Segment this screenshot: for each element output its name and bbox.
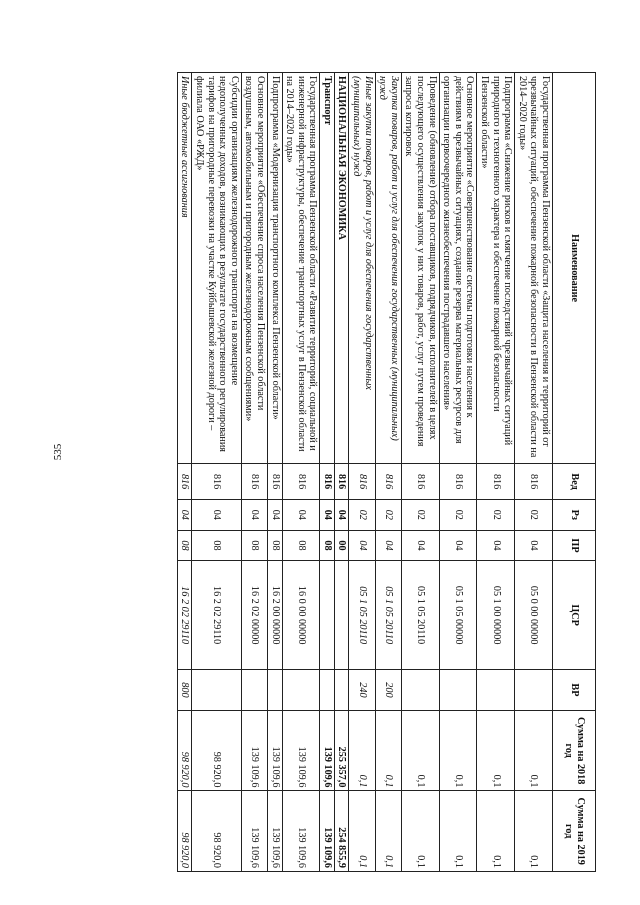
cell-csr: 16 2 02 29110	[192, 561, 241, 670]
cell-sum-2018: 0,1	[515, 710, 553, 791]
cell-name: НАЦИОНАЛЬНАЯ ЭКОНОМИКА	[334, 73, 349, 464]
cell-csr: 05 1 05 20110	[375, 561, 401, 670]
cell-name: Основное мероприятие «Совершенствование системы подготовки населения к действиям в чрезвычайных ситуациях, создание резерва материальных ресурсов для организации первоочередного жизнеобеспечения пострадавшего населения»	[439, 73, 477, 464]
table-row	[477, 73, 515, 872]
cell-vr	[401, 669, 439, 710]
table-row	[349, 73, 375, 872]
cell-sum-2018: 139 109,6	[320, 710, 335, 791]
cell-sum-2019: 0,1	[515, 791, 553, 872]
cell-sum-2018: 0,1	[375, 710, 401, 791]
cell-pr: 08	[192, 530, 241, 561]
cell-csr: 05 1 05 00000	[439, 561, 477, 670]
cell-rz: 02	[439, 499, 477, 530]
cell-sum-2019: 139 109,6	[267, 791, 282, 872]
cell-sum-2018: 0,1	[401, 710, 439, 791]
cell-name: Основное мероприятие «Обеспечение спроса населения Пензенской области воздушным, автомобильным и пригородным железнодорожным сообщениями»	[241, 73, 267, 464]
cell-sum-2019: 139 109,6	[282, 791, 320, 872]
cell-rz: 04	[192, 499, 241, 530]
cell-pr: 04	[401, 530, 439, 561]
table-body	[177, 73, 552, 872]
table-row	[282, 73, 320, 872]
cell-sum-2019: 139 109,6	[241, 791, 267, 872]
table-row	[334, 73, 349, 872]
cell-sum-2018: 0,1	[439, 710, 477, 791]
cell-pr: 08	[320, 530, 335, 561]
cell-pr: 08	[282, 530, 320, 561]
cell-name: Иные закупки товаров, работ и услуг для обеспечения государственных (муниципальных) нужд	[349, 73, 375, 464]
table-row	[177, 73, 192, 872]
cell-sum-2019: 139 109,6	[320, 791, 335, 872]
cell-pr: 08	[241, 530, 267, 561]
cell-vr: 800	[177, 669, 192, 710]
cell-name: Транспорт	[320, 73, 335, 464]
cell-csr: 05 0 00 00000	[515, 561, 553, 670]
cell-sum-2019: 0,1	[401, 791, 439, 872]
table-row	[320, 73, 335, 872]
cell-csr: 05 1 00 00000	[477, 561, 515, 670]
header-pr: ПР	[553, 530, 596, 561]
cell-vr	[439, 669, 477, 710]
header-csr: ЦСР	[553, 561, 596, 670]
cell-rz: 04	[282, 499, 320, 530]
cell-sum-2018: 0,1	[477, 710, 515, 791]
cell-ved: 816	[320, 464, 335, 500]
cell-name: Подпрограмма «Снижение рисков и смягчение последствий чрезвычайных ситуаций природного и техногенного характера и обеспечение пожарной безопасности Пензенской области»	[477, 73, 515, 464]
cell-rz: 02	[349, 499, 375, 530]
cell-vr: 200	[375, 669, 401, 710]
cell-sum-2018: 139 109,6	[267, 710, 282, 791]
cell-vr	[282, 669, 320, 710]
cell-sum-2019: 98 920,0	[192, 791, 241, 872]
cell-pr: 08	[267, 530, 282, 561]
cell-sum-2019: 0,1	[375, 791, 401, 872]
cell-ved: 816	[241, 464, 267, 500]
header-row	[553, 73, 596, 872]
cell-sum-2019: 0,1	[349, 791, 375, 872]
cell-ved: 816	[349, 464, 375, 500]
cell-pr: 08	[177, 530, 192, 561]
cell-name: Субсидии организациям железнодорожного транспорта на возмещение недополученных доходов, возникающих в результате государственного регулирования тарифов на пригородные перевозки на участке Куйбышевской железной дороги – филиала ОАО «РЖД»	[192, 73, 241, 464]
cell-sum-2018: 98 920,0	[192, 710, 241, 791]
cell-ved: 816	[267, 464, 282, 500]
cell-sum-2019: 0,1	[439, 791, 477, 872]
cell-rz: 02	[401, 499, 439, 530]
cell-csr	[320, 561, 335, 670]
header-sum-2018: Сумма на 2018 год	[553, 710, 596, 791]
cell-sum-2019: 0,1	[477, 791, 515, 872]
cell-vr	[241, 669, 267, 710]
cell-vr	[320, 669, 335, 710]
cell-rz: 04	[334, 499, 349, 530]
cell-pr: 04	[349, 530, 375, 561]
cell-name: Подпрограмма «Модернизация транспортного комплекса Пензенской области»	[267, 73, 282, 464]
table-row	[515, 73, 553, 872]
cell-rz: 04	[267, 499, 282, 530]
cell-pr: 04	[515, 530, 553, 561]
cell-pr: 04	[477, 530, 515, 561]
cell-sum-2018: 139 109,6	[241, 710, 267, 791]
page-number: 535	[52, 443, 64, 461]
cell-sum-2018: 139 109,6	[282, 710, 320, 791]
cell-name: Проведение (обновление) отбора поставщиков, подрядчиков, исполнителей в целях последующего осуществления закупок у них товаров, работ, услуг путем проведения запроса котировок	[401, 73, 439, 464]
cell-name: Закупка товаров, работ и услуг для обеспечения государственных (муниципальных) нужд	[375, 73, 401, 464]
cell-sum-2018: 98 920,0	[177, 710, 192, 791]
cell-sum-2019: 254 855,9	[334, 791, 349, 872]
cell-name: Государственная программа Пензенской области «Развитие территорий, социальной и инженерной инфраструктуры, обеспечение транспортных услуг в Пензенской области на 2014–2020 годы»	[282, 73, 320, 464]
cell-name: Государственная программа Пензенской области «Защита населения и территорий от чрезвычайных ситуаций, обеспечение пожарной безопасности в Пензенской области на 2014–2020 годы»	[515, 73, 553, 464]
cell-csr: 16 0 00 00000	[282, 561, 320, 670]
cell-vr: 240	[349, 669, 375, 710]
cell-ved: 816	[401, 464, 439, 500]
cell-csr: 16 2 00 00000	[267, 561, 282, 670]
table-row	[375, 73, 401, 872]
budget-table-rotated	[66, 72, 596, 872]
cell-rz: 04	[320, 499, 335, 530]
cell-pr: 00	[334, 530, 349, 561]
cell-pr: 04	[439, 530, 477, 561]
table-row	[439, 73, 477, 872]
header-sum-2019: Сумма на 2019 год	[553, 791, 596, 872]
cell-vr	[192, 669, 241, 710]
cell-rz: 02	[375, 499, 401, 530]
cell-ved: 816	[282, 464, 320, 500]
cell-name: Иные бюджетные ассигнования	[177, 73, 192, 464]
header-name: Наименование	[553, 73, 596, 464]
table-row	[192, 73, 241, 872]
cell-vr	[267, 669, 282, 710]
cell-rz: 02	[515, 499, 553, 530]
cell-rz: 04	[241, 499, 267, 530]
cell-csr: 16 2 02 29110	[177, 561, 192, 670]
cell-ved: 816	[192, 464, 241, 500]
cell-csr	[334, 561, 349, 670]
header-ved: Вед	[553, 464, 596, 500]
header-vr: ВР	[553, 669, 596, 710]
cell-pr: 04	[375, 530, 401, 561]
cell-sum-2019: 98 920,0	[177, 791, 192, 872]
cell-ved: 816	[334, 464, 349, 500]
header-rz: Рз	[553, 499, 596, 530]
cell-rz: 02	[477, 499, 515, 530]
cell-vr	[334, 669, 349, 710]
cell-sum-2018: 0,1	[349, 710, 375, 791]
cell-vr	[515, 669, 553, 710]
cell-csr: 05 1 05 20110	[349, 561, 375, 670]
cell-ved: 816	[477, 464, 515, 500]
cell-vr	[477, 669, 515, 710]
cell-ved: 816	[375, 464, 401, 500]
cell-ved: 816	[515, 464, 553, 500]
cell-ved: 816	[439, 464, 477, 500]
cell-ved: 816	[177, 464, 192, 500]
table-row	[267, 73, 282, 872]
table-row	[241, 73, 267, 872]
table-row	[401, 73, 439, 872]
cell-csr: 05 1 05 20110	[401, 561, 439, 670]
budget-table	[177, 72, 596, 872]
cell-rz: 04	[177, 499, 192, 530]
cell-sum-2018: 255 357,0	[334, 710, 349, 791]
cell-csr: 16 2 02 00000	[241, 561, 267, 670]
